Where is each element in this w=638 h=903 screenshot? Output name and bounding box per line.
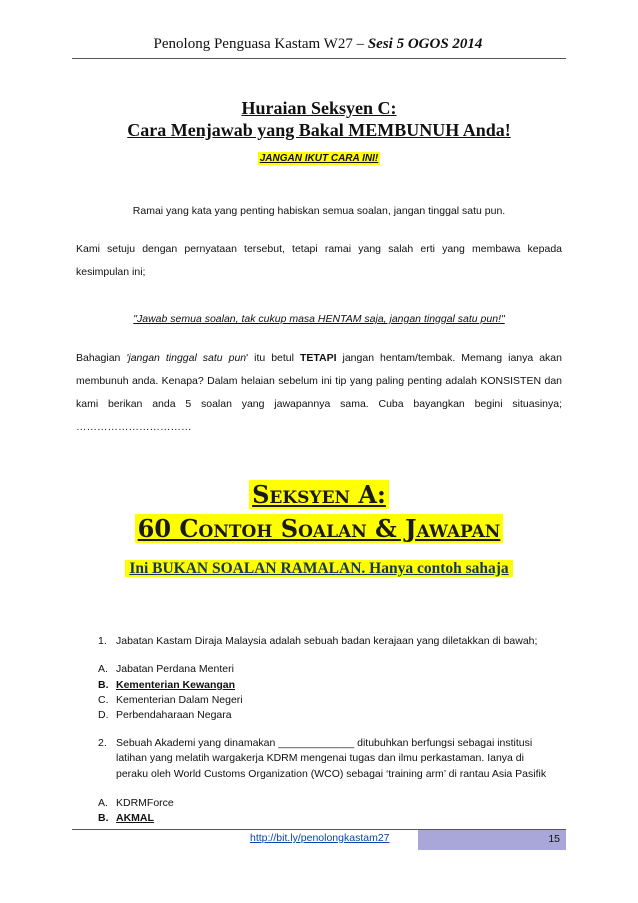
quote-line [72,313,566,325]
option-text: KDRMForce [116,797,174,809]
option-text: Jabatan Perdana Menteri [116,663,234,675]
para2-bold: TETAPI [299,352,337,364]
para2-part-b: ' itu betul [246,352,300,364]
question-2-line-2: latihan yang melatih wargakerja KDRM mengenai tugas dan ilmu perkastaman. Ianya di [116,752,524,764]
option-2b-correct [98,810,154,826]
huraian-subtitle: Cara Menjawab yang Bakal MEMBUNUH Anda! [127,120,511,140]
option-1a [98,661,234,677]
seksyen-note-text: Ini BUKAN SOALAN RAMALAN. Hanya contoh sahaja [125,560,512,577]
option-1b-correct [98,677,235,693]
question-1 [98,633,537,649]
option-1c [98,692,243,708]
seksyen-title [72,480,566,509]
option-letter: B. [98,812,109,824]
seksyen-subtitle [72,514,566,543]
warning-line [72,152,566,164]
option-text: AKMAL [116,812,154,824]
warning-highlight: JANGAN IKUT CARA INI! [259,153,379,164]
question-number: 1. [98,635,107,647]
seksyen-note [72,560,566,578]
paragraph-1: Kami setuju dengan pernyataan tersebut, tetapi ramai yang salah erti yang membawa kepada kesimpulan ini; [76,243,562,278]
question-line-1: Sebuah Akademi yang dinamakan _____________ ditubuhkan berfungsi sebagai institusi [116,737,533,749]
option-text: Perbendaharaan Negara [116,709,232,721]
option-text: Kementerian Kewangan [116,679,236,691]
option-2a [98,795,174,811]
option-letter: B. [98,679,109,691]
header-title: Penolong Penguasa Kastam W27 – [153,36,368,52]
option-text: Kementerian Dalam Negeri [116,694,243,706]
quote-text: "Jawab semua soalan, tak cukup masa HENTAM saja, jangan tinggal satu pun!" [133,313,505,325]
seksyen-subtitle-text: 60 Contoh Soalan & Jawapan [135,514,504,543]
page-header [72,36,564,53]
option-letter: D. [98,709,109,721]
question-2 [98,735,532,751]
paragraph-2 [76,347,562,439]
question-text: Jabatan Kastam Diraja Malaysia adalah sebuah badan kerajaan yang diletakkan di bawah; [116,635,538,647]
option-letter: A. [98,797,108,809]
seksyen-title-text: Seksyen A: [249,480,389,509]
option-1d [98,707,232,723]
option-letter: A. [98,663,108,675]
question-2-line-3: peraku oleh World Customs Organization (WCO) sebagai ‘training arm’ di rantau Asia Pasifik [116,768,547,780]
question-number: 2. [98,737,107,749]
huraian-title: Huraian Seksyen C: [241,98,397,118]
para2-emphasis: 'jangan tinggal satu pun [126,352,247,364]
page-number: 15 [418,830,566,850]
para2-part-c: jangan hentam/tembak. Memang ianya akan membunuh anda. Kenapa? Dalam helaian sebelum ini tip yang paling penting adalah KONSISTEN dan kami berikan anda 5 soalan yang jawapannya sama. Cuba bayangkan begini situasinya; …………………………… [76,352,562,433]
header-divider [72,58,566,59]
footer-link[interactable]: http://bit.ly/penolongkastam27 [250,832,390,844]
para2-part-a: Bahagian [76,352,127,364]
option-letter: C. [98,694,109,706]
header-session: Sesi 5 OGOS 2014 [367,36,483,52]
intro-line: Ramai yang kata yang penting habiskan semua soalan, jangan tinggal satu pun. [132,205,506,217]
